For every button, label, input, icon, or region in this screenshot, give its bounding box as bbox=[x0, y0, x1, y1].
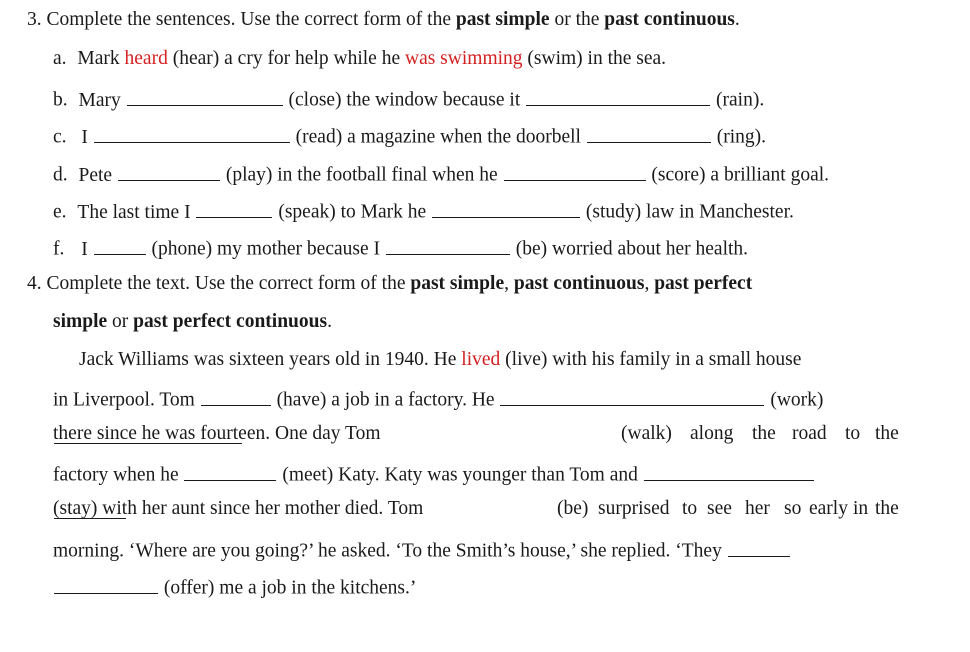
exercise-3-instruction: 3. Complete the sentences. Use the correct form of the past simple or the past continuous. bbox=[27, 9, 740, 30]
answer-blank[interactable] bbox=[504, 160, 646, 181]
exercise-4-instruction-cont: simple or past perfect continuous. bbox=[53, 311, 332, 332]
answer-blank[interactable] bbox=[54, 498, 126, 519]
text-line-3: there since he was fourteen. One day Tom (walk) along the road to the bbox=[53, 423, 899, 444]
answer-blank[interactable] bbox=[201, 385, 271, 406]
text-line-4: factory when he (meet) Katy. Katy was younger than Tom and bbox=[53, 460, 815, 488]
answer-blank[interactable] bbox=[526, 85, 710, 106]
answer-blank[interactable] bbox=[386, 234, 510, 255]
exercise-number: 3. bbox=[27, 9, 42, 30]
answer-text: was swimming bbox=[404, 48, 523, 69]
exercise-4-instruction: 4. Complete the text. Use the correct form of the past simple, past continuous, past perfect bbox=[27, 273, 753, 294]
answer-blank[interactable] bbox=[54, 573, 158, 594]
text-line-5: (stay) with her aunt since her mother died. Tom (be) surprised to see her so early in the bbox=[53, 498, 899, 519]
sentence-d: d. Pete (play) in the football final when he (score) a brilliant goal. bbox=[53, 160, 829, 188]
text-line-7: (offer) me a job in the kitchens.’ bbox=[53, 573, 416, 601]
answer-blank[interactable] bbox=[432, 197, 580, 218]
answer-text: heard bbox=[124, 48, 168, 69]
answer-blank[interactable] bbox=[94, 234, 146, 255]
text-line-1: Jack Williams was sixteen years old in 1940. He lived (live) with his family in a small house bbox=[79, 349, 802, 370]
answer-blank[interactable] bbox=[54, 423, 242, 444]
answer-blank[interactable] bbox=[587, 122, 711, 143]
answer-blank[interactable] bbox=[94, 122, 290, 143]
sentence-e: e. The last time I (speak) to Mark he (study) law in Manchester. bbox=[53, 197, 794, 225]
exercise-number: 4. bbox=[27, 273, 42, 294]
answer-blank[interactable] bbox=[127, 85, 283, 106]
answer-blank[interactable] bbox=[728, 536, 790, 557]
sentence-f: f. I (phone) my mother because I (be) worried about her health. bbox=[53, 234, 748, 262]
answer-blank[interactable] bbox=[118, 160, 220, 181]
sentence-c: c. I (read) a magazine when the doorbell (ring). bbox=[53, 122, 766, 150]
answer-blank[interactable] bbox=[184, 460, 276, 481]
answer-text: lived bbox=[461, 349, 501, 370]
sentence-a: a. Mark heard (hear) a cry for help while he was swimming (swim) in the sea. bbox=[53, 48, 667, 69]
text-line-2: in Liverpool. Tom (have) a job in a factory. He (work) bbox=[53, 385, 823, 413]
text-line-6: morning. ‘Where are you going?’ he asked. ‘To the Smith’s house,’ she replied. ‘They bbox=[53, 536, 791, 564]
answer-blank[interactable] bbox=[196, 197, 272, 218]
sentence-b: b. Mary (close) the window because it (rain). bbox=[53, 85, 764, 113]
answer-blank[interactable] bbox=[644, 460, 814, 481]
answer-blank[interactable] bbox=[500, 385, 764, 406]
